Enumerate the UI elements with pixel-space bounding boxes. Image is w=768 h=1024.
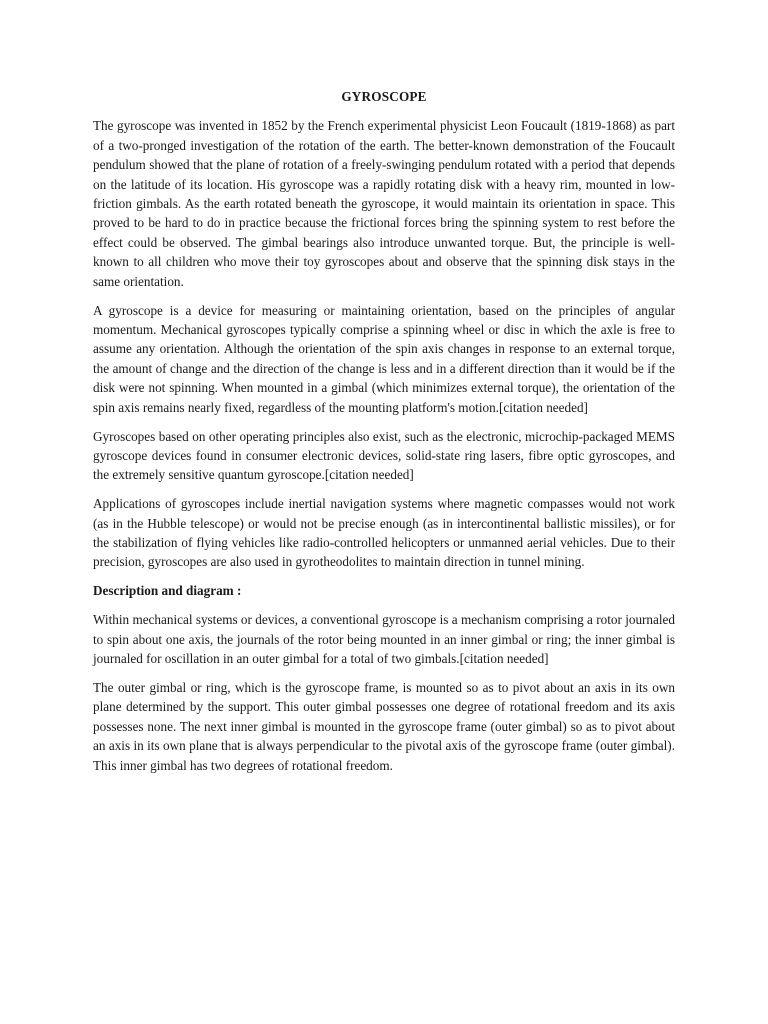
paragraph-history: The gyroscope was invented in 1852 by the French experimental physicist Leon Foucault (1819-1868) as part of a two-pronged investigation of the rotation of the earth. The better-known demonstration of the Foucault pendulum showed that the plane of rotation of a freely-swinging pendulum rotated with a period that depends on the latitude of its location. His gyroscope was a rapidly rotating disk with a heavy rim, mounted in low-friction gimbals. As the earth rotated beneath the gyroscope, it would maintain its orientation in space. This proved to be hard to do in practice because the frictional forces bring the spinning system to rest before the effect could be observed. The gimbal bearings also introduce unwanted torque. But, the principle is well-known to all children who move their toy gyroscopes about and observe that the spinning disk stays in the same orientation. [93, 118, 675, 289]
document-title: GYROSCOPE [341, 89, 427, 104]
section-heading-description: Description and diagram : [93, 583, 242, 599]
paragraph-mechanism: Within mechanical systems or devices, a conventional gyroscope is a mechanism comprising a rotor journaled to spin about one axis, the journals of the rotor being mounted in an inner gimbal or ring; the inner gimbal is journaled for oscillation in an outer gimbal for a total of two gimbals.[citation needed] [93, 612, 675, 667]
paragraph-definition: A gyroscope is a device for measuring or maintaining orientation, based on the principles of angular momentum. Mechanical gyroscopes typically comprise a spinning wheel or disc in which the axle is free to assume any orientation. Although the orientation of the spin axis changes in response to an external torque, the amount of change and the direction of the change is less and in a different direction than it would be if the disk were not spinning. When mounted in a gimbal (which minimizes external torque), the orientation of the spin axis remains nearly fixed, regardless of the mounting platform's motion.[citation needed] [93, 302, 675, 415]
paragraph-other-principles: Gyroscopes based on other operating principles also exist, such as the electronic, microchip-packaged MEMS gyroscope devices found in consumer electronic devices, solid-state ring lasers, fibre optic gyroscopes, and the extremely sensitive quantum gyroscope.[citation needed] [93, 428, 675, 483]
paragraph-outer-gimbal: The outer gimbal or ring, which is the gyroscope frame, is mounted so as to pivot about an axis in its own plane determined by the support. This outer gimbal possesses one degree of rotational freedom and its axis possesses none. The next inner gimbal is mounted in the gyroscope frame (outer gimbal) so as to pivot about an axis in its own plane that is always perpendicular to the pivotal axis of the gyroscope frame (outer gimbal). This inner gimbal has two degrees of rotational freedom. [93, 679, 675, 773]
paragraph-applications: Applications of gyroscopes include inertial navigation systems where magnetic compasses would not work (as in the Hubble telescope) or would not be precise enough (as in intercontinental ballistic missiles), or for the stabilization of flying vehicles like radio-controlled helicopters or unmanned aerial vehicles. Due to their precision, gyroscopes are also used in gyrotheodolites to maintain direction in tunnel mining. [93, 496, 675, 570]
